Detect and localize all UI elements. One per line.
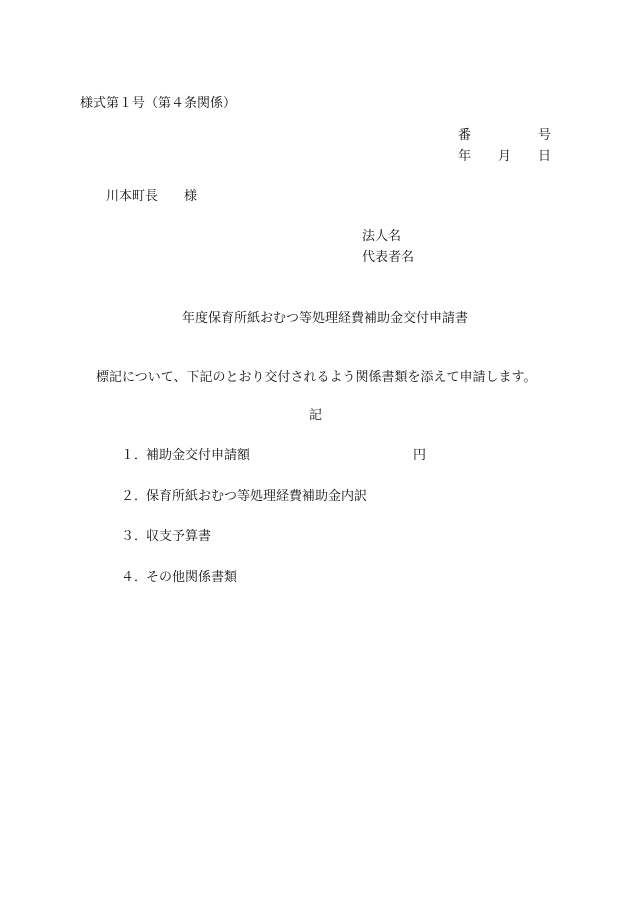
addressee-name: 川本町長 — [106, 189, 159, 204]
date-year-label: 年 — [458, 149, 472, 164]
reference-number-label: 番 — [458, 128, 472, 143]
list-item-unit: 円 — [413, 448, 427, 463]
list-item-label: 収支予算書 — [146, 529, 212, 544]
form-number: 様式第１号（第４条関係） — [80, 96, 237, 111]
list-item-number: ３． — [121, 529, 148, 544]
representative-name-label: 代表者名 — [362, 250, 415, 265]
list-item-label: 保育所紙おむつ等処理経費補助金内訳 — [146, 489, 368, 504]
list-item-number: ４． — [121, 570, 148, 585]
body-text: 標記について、下記のとおり交付されるよう関係書類を添えて申請します。 — [96, 370, 537, 385]
ki-heading: 記 — [309, 408, 323, 423]
document-title: 年度保育所紙おむつ等処理経費補助金交付申請書 — [182, 311, 469, 326]
date-month-label: 月 — [498, 149, 512, 164]
date-day-label: 日 — [538, 149, 552, 164]
reference-number-suffix: 号 — [538, 128, 552, 143]
list-item-number: １． — [121, 448, 148, 463]
list-item-number: ２． — [121, 489, 148, 504]
addressee-honorific: 様 — [184, 189, 198, 204]
list-item-label: 補助金交付申請額 — [146, 448, 251, 463]
corporation-name-label: 法人名 — [362, 229, 402, 244]
list-item-label: その他関係書類 — [146, 570, 238, 585]
